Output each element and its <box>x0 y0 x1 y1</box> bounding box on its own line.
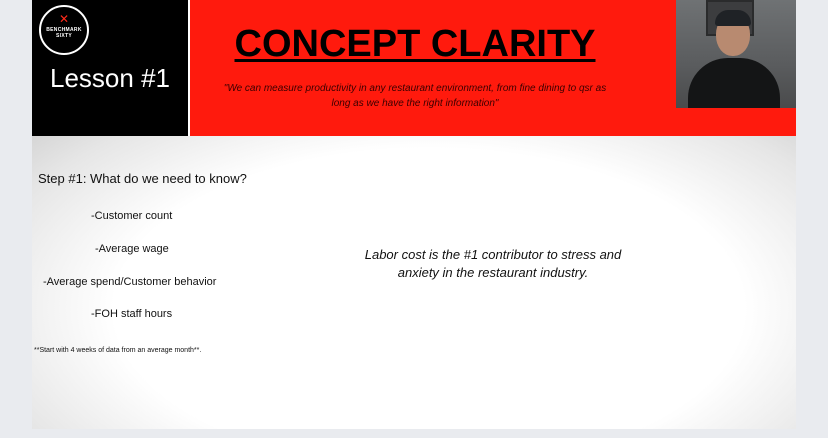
lesson-title: Lesson #1 <box>50 63 170 93</box>
slide-title: CONCEPT CLARITY <box>234 23 596 65</box>
step-heading: Step #1: What do we need to know? <box>38 171 247 186</box>
bullet-average-spend: -Average spend/Customer behavior <box>43 276 217 288</box>
benchmark-sixty-logo <box>39 5 89 55</box>
presenter-body <box>688 58 780 108</box>
presenter-webcam <box>676 0 796 108</box>
presenter-cap <box>715 10 751 26</box>
presentation-slide <box>32 0 796 429</box>
footnote: **Start with 4 weeks of data from an average month**. <box>34 347 202 354</box>
slide-quote: "We can measure productivity in any restaurant environment, from fine dining to qsr as long as we have the right information" <box>223 83 607 109</box>
bullet-foh-staff-hours: -FOH staff hours <box>91 308 173 320</box>
bullet-average-wage: -Average wage <box>95 243 169 255</box>
logo-text-line2: SIXTY <box>56 33 72 39</box>
crossed-utensils-icon: ✕ <box>58 12 70 26</box>
bullet-customer-count: -Customer count <box>91 210 173 222</box>
lesson-panel <box>32 0 188 136</box>
labor-cost-callout: Labor cost is the #1 contributor to stress and anxiety in the restaurant industry. <box>364 247 622 280</box>
logo-text-line1: BENCHMARK <box>46 27 82 33</box>
